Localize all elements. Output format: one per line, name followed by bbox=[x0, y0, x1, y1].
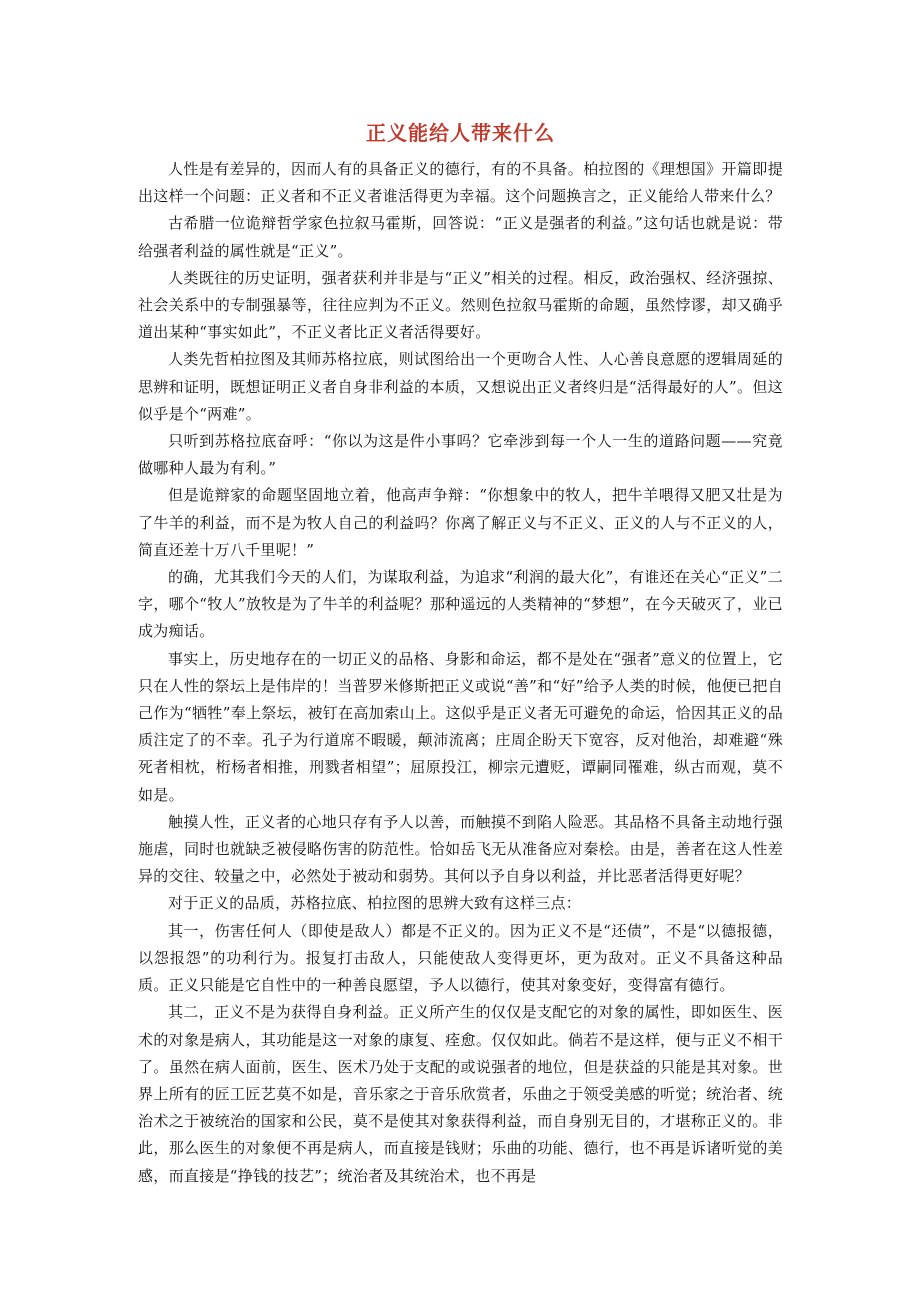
paragraph: 事实上，历史地存在的一切正义的品格、身影和命运，都不是处在“强者”意义的位置上，它只在人性的祭坛上是伟岸的！当普罗米修斯把正义或说“善”和“好”给予人类的时候，他便已把自己作为“牺牲”奉上祭坛，被钉在高加索山上。这似乎是正义者无可避免的命运，恰因其正义的品质注定了的不幸。孔子为行道席不暇暖，颠沛流离；庄周企盼天下宽容，反对他治，却难避“殊死者相枕，桁杨者相推，刑戮者相望”；屈原投江，柳宗元遭贬，谭嗣同罹难，纵古而观，莫不如是。 bbox=[138, 649, 783, 804]
paragraph: 人类既往的历史证明，强者获利并非是与“正义”相关的过程。相反，政治强权、经济强掠、社会关系中的专制强暴等，往往应判为不正义。然则色拉叙马霍斯的命题，虽然悖谬，却又确乎道出某种“事实如此”，不正义者比正义者活得要好。 bbox=[138, 268, 783, 342]
paragraph: 其一，伤害任何人（即使是敌人）都是不正义的。因为正义不是“还债”，不是“以德报德，以怨报怨”的功利行为。报复打击敌人，只能使敌人变得更坏，更为敌对。正义不具备这种品质。正义只能是它自性中的一种善良愿望，予人以德行，使其对象变好，变得富有德行。 bbox=[138, 921, 783, 995]
paragraph: 的确，尤其我们今天的人们，为谋取利益，为追求“利润的最大化”，有谁还在关心“正义”二字，哪个“牧人”放牧是为了牛羊的利益呢？那种遥远的人类精神的“梦想”，在今天破灭了，业已成为痴话。 bbox=[138, 568, 783, 641]
paragraph: 人类先哲柏拉图及其师苏格拉底，则试图给出一个更吻合人性、人心善良意愿的逻辑周延的思辨和证明，既想证明正义者自身非利益的本质，又想说出正义者终归是“活得最好的人”。但这似乎是个“两难”。 bbox=[138, 350, 783, 423]
paragraph: 触摸人性，正义者的心地只存有予人以善，而触摸不到陷人险恶。其品格不具备主动地行强施虐，同时也就缺乏被侵略伤害的防范性。恰如岳飞无从准备应对秦桧。由是，善者在这人性差异的交往、较量之中，必然处于被动和弱势。其何以予自身以利益，并比恶者活得更好呢？ bbox=[138, 812, 783, 886]
paragraph: 只听到苏格拉底奋呼：“你以为这是件小事吗？它牵涉到每一个人一生的道路问题——究竟做哪种人最为有利。” bbox=[138, 432, 783, 478]
paragraph: 其二，正义不是为获得自身利益。正义所产生的仅仅是支配它的对象的属性，即如医生、医术的对象是病人，其功能是这一对象的康复、痊愈。仅仅如此。倘若不是这样，便与正义不相干了。虽然在病人面前，医生、医术乃处于支配的或说强者的地位，但是获益的只能是其对象。世界上所有的匠工匠艺莫不如是，音乐家之于音乐欣赏者，乐曲之于领受美感的听觉；统治者、统治术之于被统治的国家和公民，莫不是使其对象获得利益，而自身别无目的，才堪称正义的。非此，那么医生的对象便不再是病人，而直接是钱财；乐曲的功能、德行，也不再是诉诸听觉的美感，而直接是“挣钱的技艺”；统治者及其统治术，也不再是 bbox=[138, 1003, 783, 1185]
paragraph: 对于正义的品质，苏格拉底、柏拉图的思辨大致有这样三点： bbox=[168, 894, 582, 913]
document-title: 正义能给人带来什么 bbox=[366, 121, 555, 145]
document-page bbox=[138, 118, 783, 1190]
paragraph: 人性是有差异的，因而人有的具备正义的德行，有的不具备。柏拉图的《理想国》开篇即提出这样一个问题：正义者和不正义者谁活得更为幸福。这个问题换言之，正义能给人带来什么？ bbox=[138, 160, 783, 206]
paragraph: 但是诡辩家的命题坚固地立着，他高声争辩：“你想象中的牧人，把牛羊喂得又肥又壮是为了牛羊的利益，而不是为牧人自己的利益吗？你离了解正义与不正义、正义的人与不正义的人，简直还差十万八千里呢！” bbox=[138, 486, 783, 559]
paragraph: 古希腊一位诡辩哲学家色拉叙马霍斯，回答说：“正义是强者的利益。”这句话也就是说：带给强者利益的属性就是“正义”。 bbox=[138, 214, 783, 260]
